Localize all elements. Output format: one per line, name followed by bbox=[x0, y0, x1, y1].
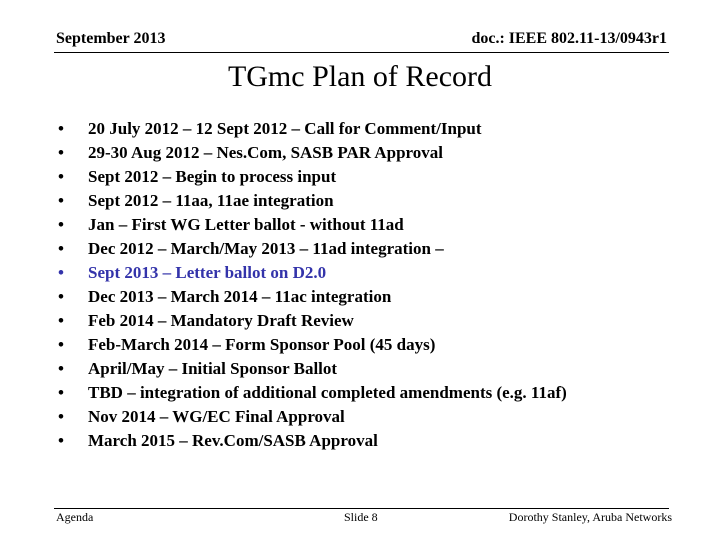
bullet-dot-icon: • bbox=[58, 143, 64, 162]
header-doc-id: doc.: IEEE 802.11-13/0943r1 bbox=[471, 30, 667, 47]
bullet-dot-icon: • bbox=[58, 263, 64, 282]
bullet-item bbox=[58, 117, 567, 141]
bullet-text: Jan – First WG Letter ballot - without 11ad bbox=[88, 215, 404, 234]
bullet-text: 20 July 2012 – 12 Sept 2012 – Call for Comment/Input bbox=[88, 119, 482, 138]
bullet-text: Sept 2012 – 11aa, 11ae integration bbox=[88, 191, 334, 210]
bullet-dot-icon: • bbox=[58, 119, 64, 138]
bullet-item bbox=[58, 237, 567, 261]
footer-author: Dorothy Stanley, Aruba Networks bbox=[508, 510, 672, 524]
bullet-item bbox=[58, 357, 567, 381]
bullet-item bbox=[58, 309, 567, 333]
bullet-dot-icon: • bbox=[58, 407, 64, 426]
bullet-text: Nov 2014 – WG/EC Final Approval bbox=[88, 407, 345, 426]
bullet-dot-icon: • bbox=[58, 191, 64, 210]
bullet-item bbox=[58, 285, 567, 309]
bullet-text: Dec 2012 – March/May 2013 – 11ad integration – bbox=[88, 239, 444, 258]
bullet-dot-icon: • bbox=[58, 215, 64, 234]
bullet-item bbox=[58, 405, 567, 429]
bullet-dot-icon: • bbox=[58, 311, 64, 330]
slide-title: TGmc Plan of Record bbox=[227, 60, 493, 93]
bullet-list bbox=[58, 117, 567, 453]
bullet-item bbox=[58, 429, 567, 453]
bullet-text: March 2015 – Rev.Com/SASB Approval bbox=[88, 431, 378, 450]
bullet-text: Feb-March 2014 – Form Sponsor Pool (45 days) bbox=[88, 335, 436, 354]
bullet-text: 29-30 Aug 2012 – Nes.Com, SASB PAR Approval bbox=[88, 143, 443, 162]
bullet-text: Feb 2014 – Mandatory Draft Review bbox=[88, 311, 354, 330]
bullet-item bbox=[58, 189, 567, 213]
bullet-dot-icon: • bbox=[58, 167, 64, 186]
header-date: September 2013 bbox=[56, 30, 166, 47]
bullet-text: April/May – Initial Sponsor Ballot bbox=[88, 359, 338, 378]
bullet-dot-icon: • bbox=[58, 383, 64, 402]
bullet-dot-icon: • bbox=[58, 287, 64, 306]
bullet-item bbox=[58, 141, 567, 165]
bullet-dot-icon: • bbox=[58, 239, 64, 258]
footer-divider bbox=[54, 508, 669, 509]
bullet-item bbox=[58, 333, 567, 357]
bullet-text: TBD – integration of additional completed amendments (e.g. 11af) bbox=[88, 383, 567, 402]
footer-slide-number: Slide 8 bbox=[344, 510, 378, 524]
bullet-dot-icon: • bbox=[58, 359, 64, 378]
footer-left: Agenda bbox=[56, 510, 94, 524]
bullet-dot-icon: • bbox=[58, 335, 64, 354]
bullet-item bbox=[58, 165, 567, 189]
bullet-text: Sept 2012 – Begin to process input bbox=[88, 167, 337, 186]
bullet-text: Dec 2013 – March 2014 – 11ac integration bbox=[88, 287, 392, 306]
bullet-item bbox=[58, 213, 567, 237]
bullet-item bbox=[58, 381, 567, 405]
header-divider bbox=[54, 52, 669, 53]
bullet-text: Sept 2013 – Letter ballot on D2.0 bbox=[88, 263, 327, 282]
bullet-dot-icon: • bbox=[58, 431, 64, 450]
bullet-item bbox=[58, 261, 567, 285]
